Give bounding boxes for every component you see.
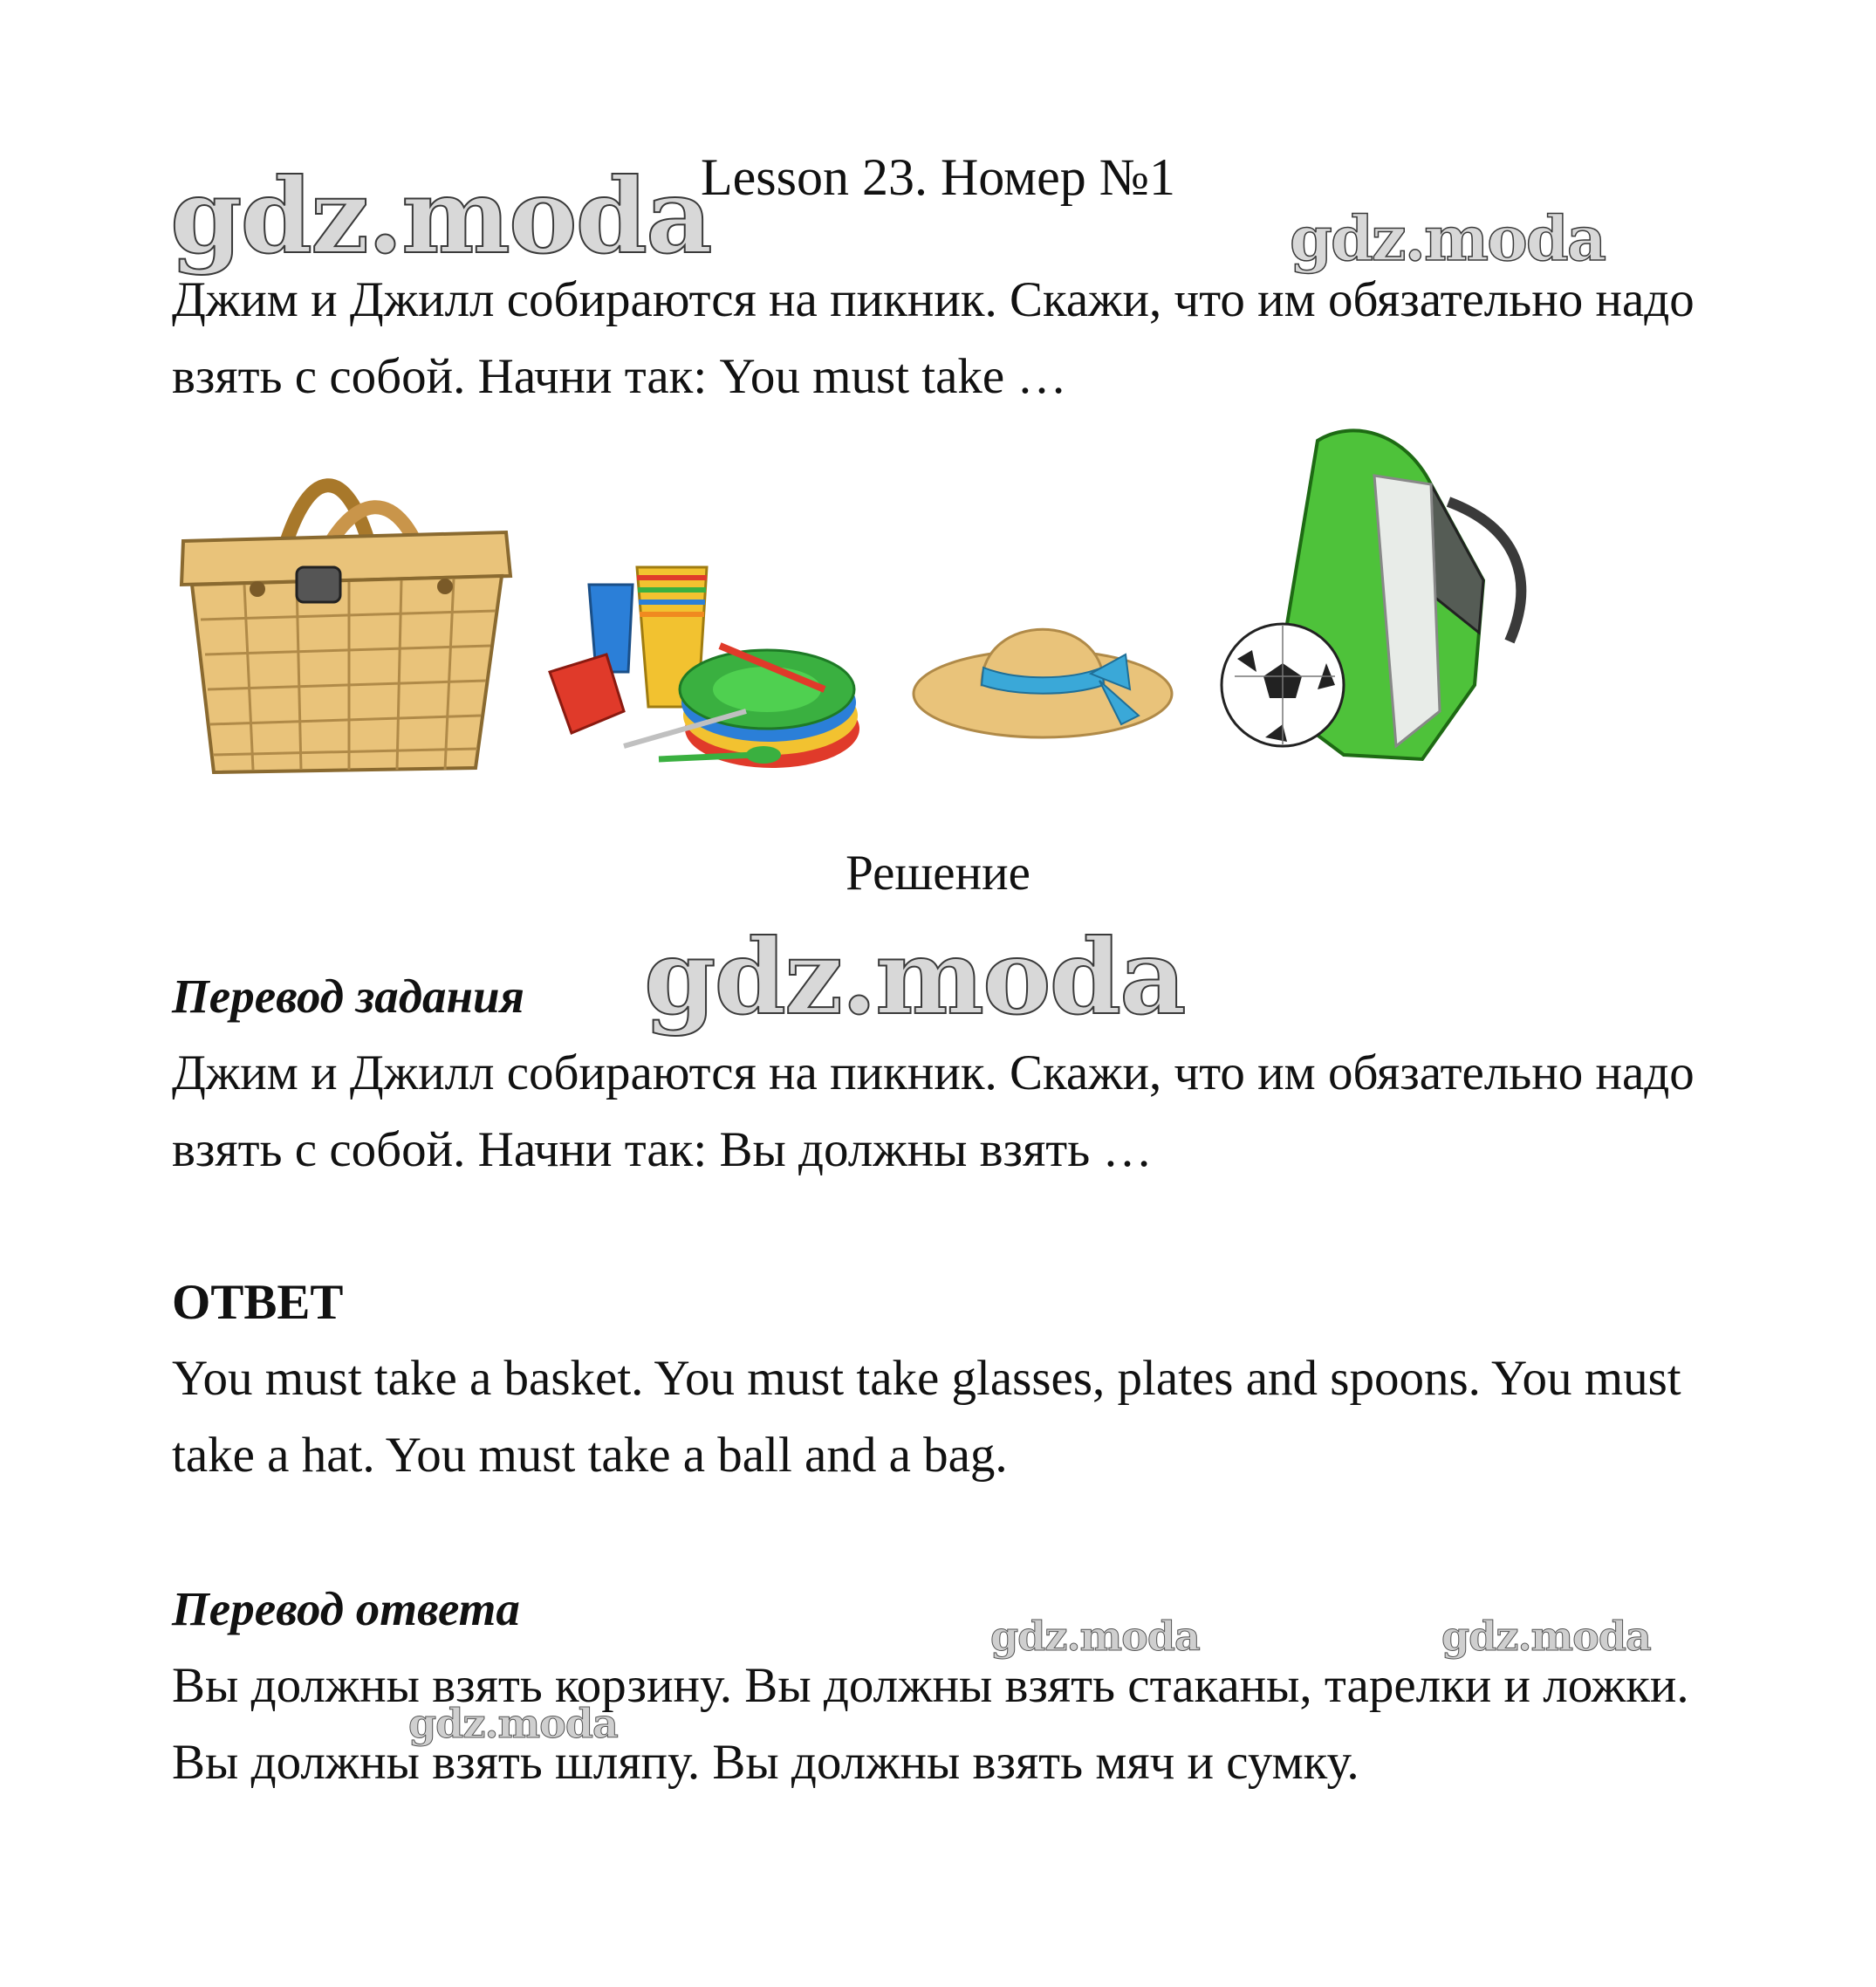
straw-hat-image	[912, 593, 1174, 742]
answer-translation-heading: Перевод ответа	[172, 1582, 520, 1635]
watermark-logo: gdz.moda	[1441, 1613, 1651, 1660]
answer-text: You must take a basket. You must take glasses, plates and spoons. You must take a hat. You must take a ball and a bag.	[172, 1351, 1681, 1483]
task-text: Джим и Джилл собираются на пикник. Скажи, что им обязательно надо взять с собой. Начни так: You must take …	[172, 272, 1695, 404]
backpack-with-ball-image	[1222, 423, 1536, 764]
watermark-logo: gdz.moda	[170, 155, 711, 277]
page-title: Lesson 23. Номер №1	[700, 148, 1175, 206]
solution-label: Решение	[846, 846, 1030, 901]
watermark-logo: gdz.moda	[990, 1613, 1200, 1660]
translation-heading: Перевод задания	[172, 970, 524, 1023]
picnic-basket-image	[175, 445, 515, 777]
answer-translation-text: Вы должны взять корзину. Вы должны взять стаканы, тарелки и ложки. Вы должны взять шляпу. Вы должны взять мяч и сумку.	[172, 1658, 1689, 1790]
watermark-logo: gdz.moda	[408, 1700, 618, 1747]
watermark-logo: gdz.moda	[644, 916, 1185, 1038]
cups-plates-spoons-image	[545, 558, 859, 777]
translation-text: Джим и Джилл собираются на пикник. Скажи, что им обязательно надо взять с собой. Начни так: Вы должны взять …	[172, 1045, 1695, 1177]
answer-heading: ОТВЕТ	[172, 1275, 344, 1330]
watermark-logo: gdz.moda	[1290, 202, 1606, 275]
